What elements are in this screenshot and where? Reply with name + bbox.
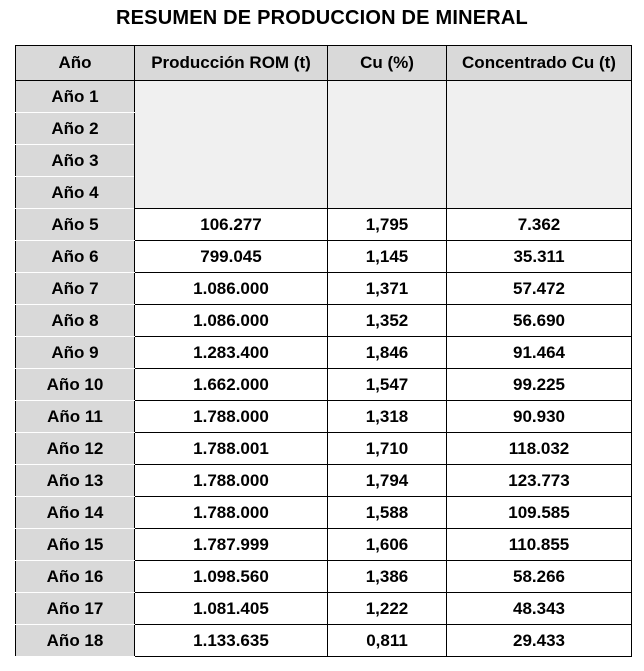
year-cell: Año 17 — [16, 593, 135, 625]
concentrate-cell: 56.690 — [447, 305, 632, 337]
concentrate-cell: 48.343 — [447, 593, 632, 625]
cu-cell: 1,547 — [328, 369, 447, 401]
year-cell: Año 9 — [16, 337, 135, 369]
table-row — [16, 209, 632, 241]
table-row — [16, 401, 632, 433]
table-row — [16, 337, 632, 369]
cu-cell: 1,318 — [328, 401, 447, 433]
year-cell: Año 15 — [16, 529, 135, 561]
page-title: RESUMEN DE PRODUCCION DE MINERAL — [116, 7, 528, 29]
empty-block — [447, 81, 632, 209]
rom-cell: 106.277 — [135, 209, 328, 241]
table-row — [16, 593, 632, 625]
table-row — [16, 273, 632, 305]
table-row — [16, 369, 632, 401]
year-cell: Año 8 — [16, 305, 135, 337]
concentrate-cell: 99.225 — [447, 369, 632, 401]
cu-cell: 0,811 — [328, 625, 447, 657]
year-cell: Año 2 — [16, 113, 135, 145]
year-cell: Año 5 — [16, 209, 135, 241]
year-cell: Año 4 — [16, 177, 135, 209]
year-cell: Año 12 — [16, 433, 135, 465]
concentrate-cell: 35.311 — [447, 241, 632, 273]
concentrate-cell: 91.464 — [447, 337, 632, 369]
table-row — [16, 561, 632, 593]
year-cell: Año 16 — [16, 561, 135, 593]
year-cell: Año 1 — [16, 81, 135, 113]
cu-cell: 1,371 — [328, 273, 447, 305]
cu-cell: 1,710 — [328, 433, 447, 465]
year-cell: Año 3 — [16, 145, 135, 177]
year-cell: Año 11 — [16, 401, 135, 433]
concentrate-cell: 29.433 — [447, 625, 632, 657]
concentrate-cell: 57.472 — [447, 273, 632, 305]
rom-cell: 1.788.000 — [135, 401, 328, 433]
header-row — [16, 46, 632, 81]
concentrate-cell: 109.585 — [447, 497, 632, 529]
table-row — [16, 497, 632, 529]
empty-block — [135, 81, 328, 209]
cu-cell: 1,794 — [328, 465, 447, 497]
cu-cell: 1,386 — [328, 561, 447, 593]
year-cell: Año 18 — [16, 625, 135, 657]
concentrate-cell: 118.032 — [447, 433, 632, 465]
concentrate-cell: 90.930 — [447, 401, 632, 433]
empty-block — [328, 81, 447, 209]
year-cell: Año 10 — [16, 369, 135, 401]
rom-cell: 1.788.000 — [135, 465, 328, 497]
rom-cell: 1.662.000 — [135, 369, 328, 401]
rom-cell: 1.787.999 — [135, 529, 328, 561]
table-row — [16, 305, 632, 337]
year-cell: Año 14 — [16, 497, 135, 529]
concentrate-cell: 123.773 — [447, 465, 632, 497]
table-row — [16, 529, 632, 561]
production-table — [15, 45, 632, 657]
table-row — [16, 433, 632, 465]
rom-cell: 1.283.400 — [135, 337, 328, 369]
header-cu-concentrate: Concentrado Cu (t) — [447, 46, 632, 81]
rom-cell: 1.086.000 — [135, 305, 328, 337]
rom-cell: 1.133.635 — [135, 625, 328, 657]
header-year: Año — [16, 46, 135, 81]
cu-cell: 1,222 — [328, 593, 447, 625]
rom-cell: 1.098.560 — [135, 561, 328, 593]
table-row — [16, 241, 632, 273]
concentrate-cell: 7.362 — [447, 209, 632, 241]
header-rom-production: Producción ROM (t) — [135, 46, 328, 81]
concentrate-cell: 58.266 — [447, 561, 632, 593]
year-cell: Año 7 — [16, 273, 135, 305]
table-row — [16, 81, 632, 113]
cu-cell: 1,606 — [328, 529, 447, 561]
table-row — [16, 465, 632, 497]
cu-cell: 1,145 — [328, 241, 447, 273]
rom-cell: 799.045 — [135, 241, 328, 273]
cu-cell: 1,588 — [328, 497, 447, 529]
cu-cell: 1,846 — [328, 337, 447, 369]
rom-cell: 1.081.405 — [135, 593, 328, 625]
rom-cell: 1.086.000 — [135, 273, 328, 305]
concentrate-cell: 110.855 — [447, 529, 632, 561]
year-cell: Año 13 — [16, 465, 135, 497]
cu-cell: 1,352 — [328, 305, 447, 337]
rom-cell: 1.788.001 — [135, 433, 328, 465]
cu-cell: 1,795 — [328, 209, 447, 241]
rom-cell: 1.788.000 — [135, 497, 328, 529]
table-row — [16, 625, 632, 657]
header-cu-grade: Cu (%) — [328, 46, 447, 81]
year-cell: Año 6 — [16, 241, 135, 273]
